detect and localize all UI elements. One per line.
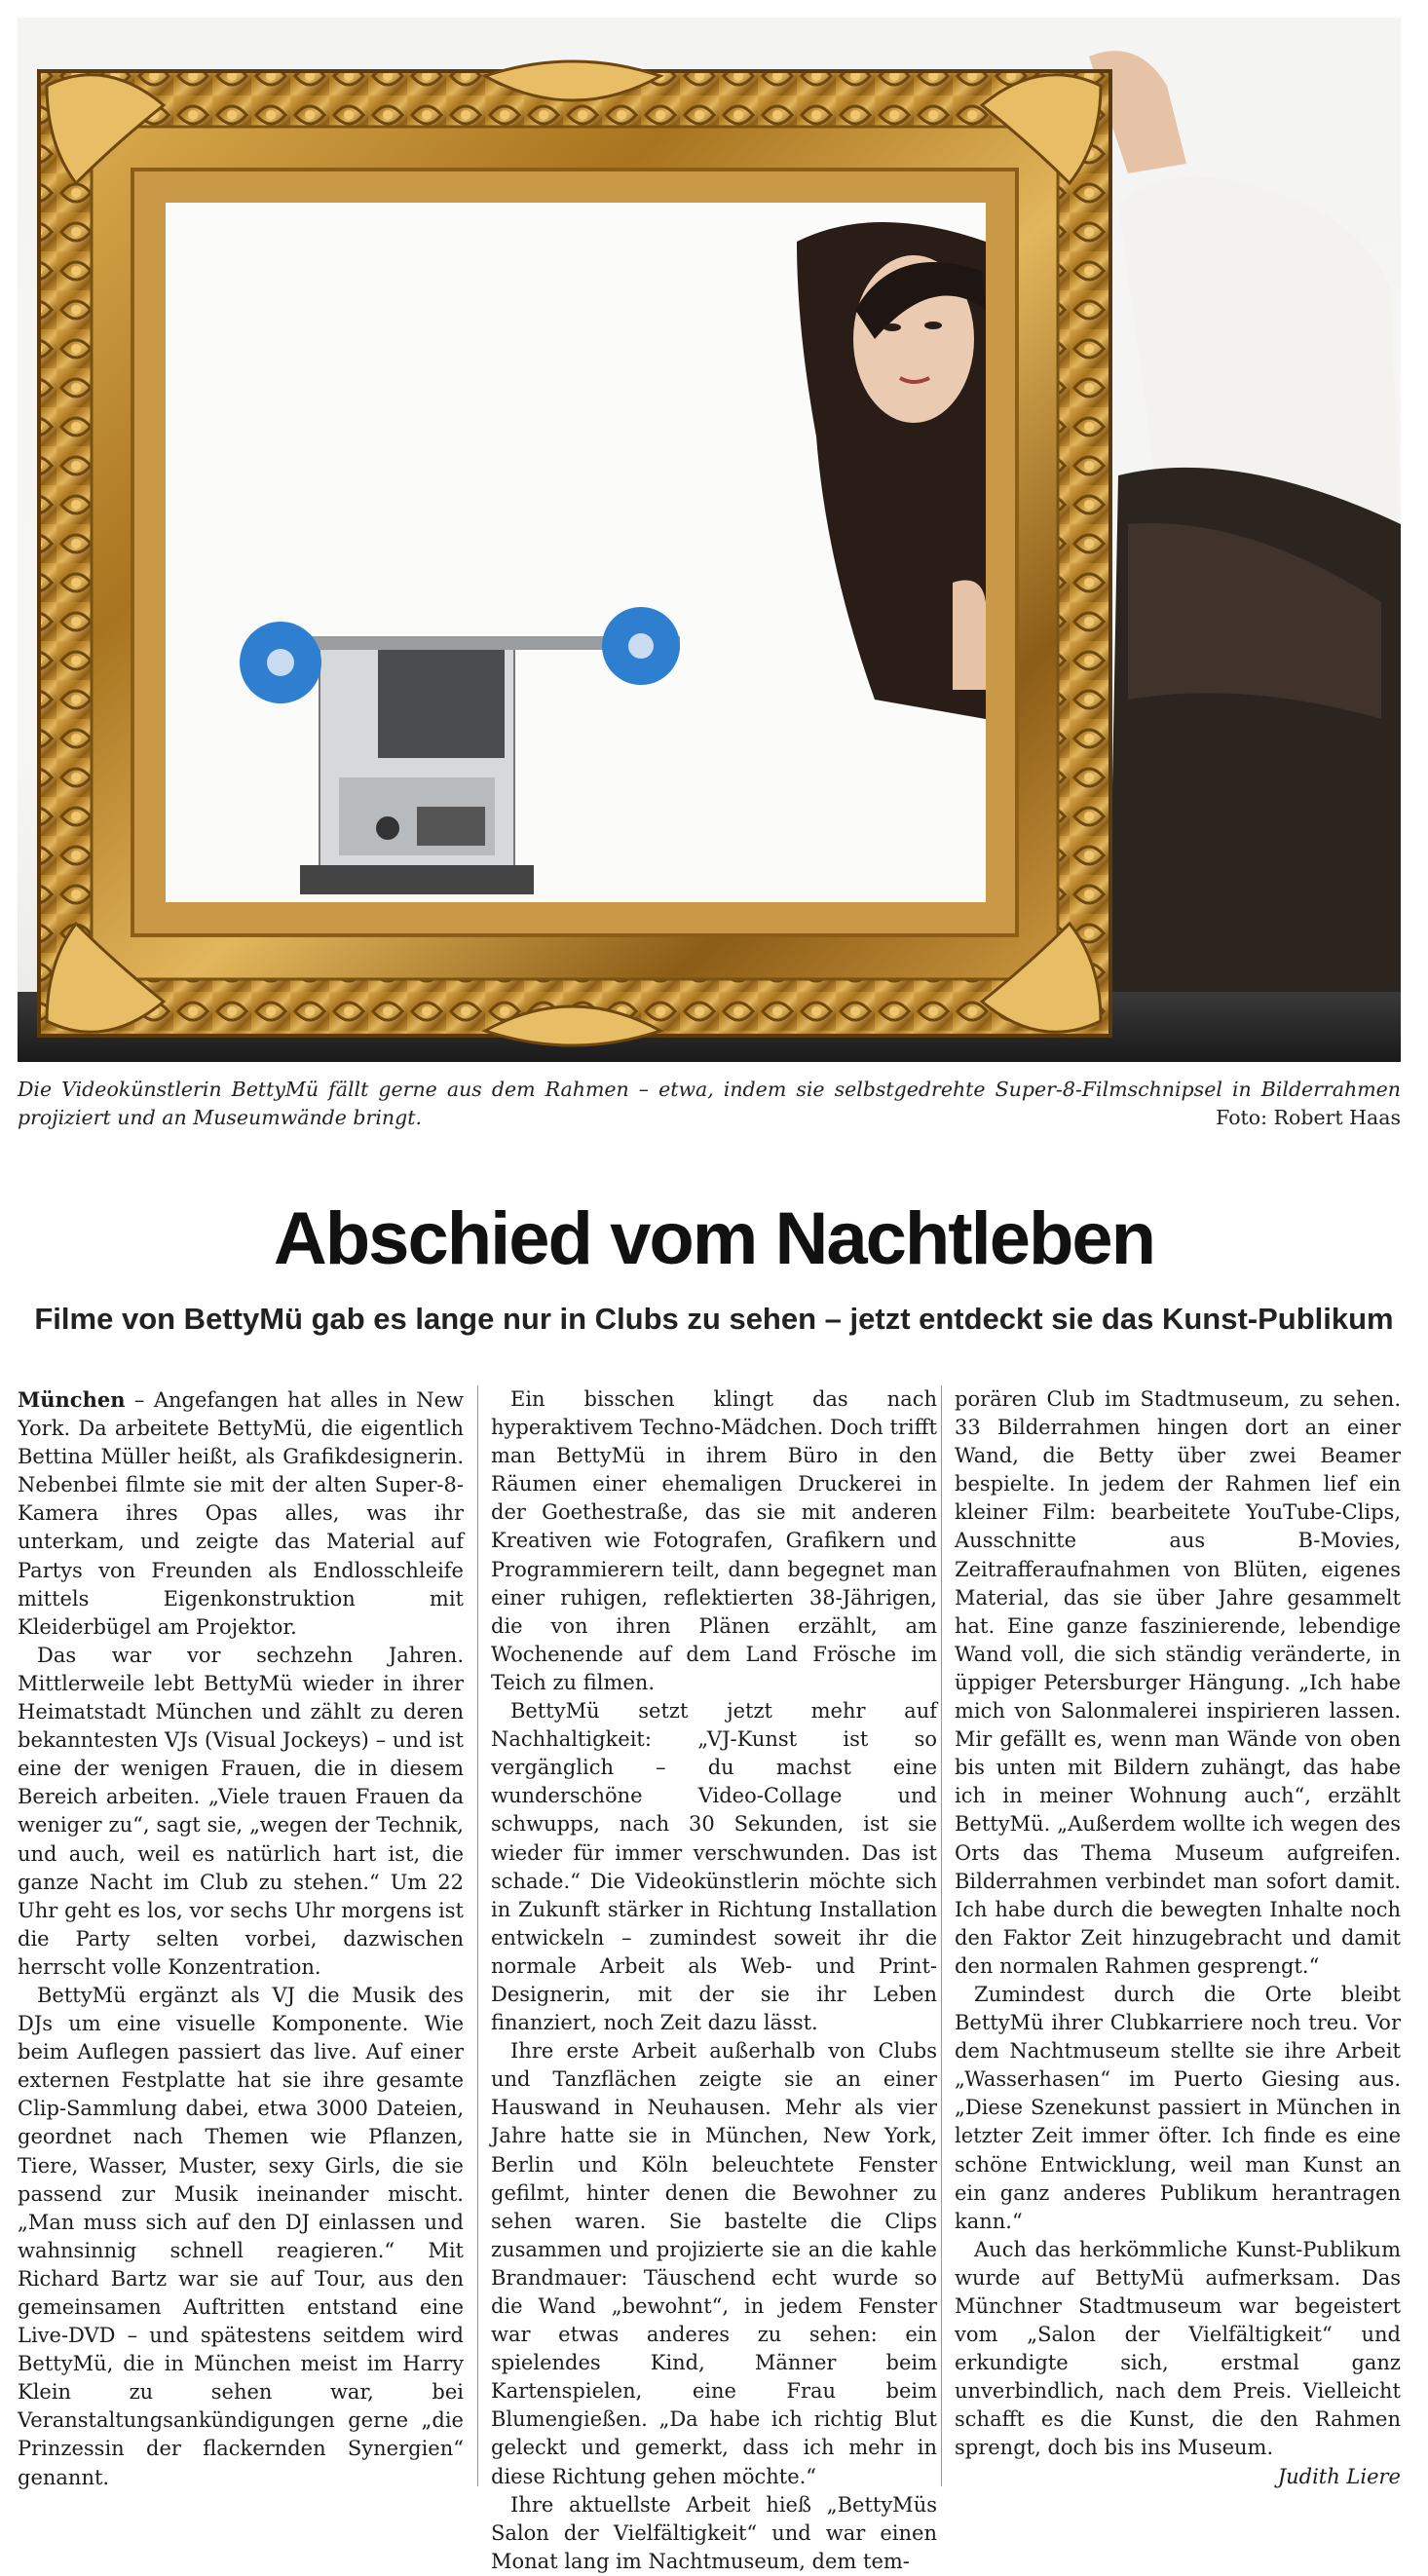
paragraph: Ein bisschen klingt das nach hyperaktivem Techno-Mädchen. Doch trifft man BettyMü in ihrem Büro in den Räumen einer ehemaligen Druckerei in der Goethestraße, das sie mit anderen Kreativen wie Fotografen, Grafikern und Programmierern teilt, dann begegnet man einer ruhigen, reflektierten 38-Jährigen, die von ihren Plänen erzählt, am Wochenende auf dem Land Frösche im Teich zu filmen.: [491, 1387, 937, 1694]
paragraph-text: – Angefangen hat alles in New York. Da arbeitete BettyMü, die eigentlich Bettina Müller heißt, als Grafikdesignerin. Nebenbei filmte sie mit der alten Super-8-Kamera ihres Opas alles, was ihr unterkam, und zeigte das Material auf Partys von Freunden als Endlosschleife mittels Eigenkonstruktion mit Kleiderbügel am Projektor.: [18, 1388, 464, 1639]
dateline: München: [18, 1387, 126, 1412]
author-byline: Judith Liere: [1277, 2464, 1401, 2488]
headline: Abschied vom Nachtleben: [273, 1197, 1155, 1280]
photo-credit: Foto: Robert Haas: [1216, 1106, 1401, 1129]
article-photo: [18, 18, 1401, 1062]
photo-caption: [18, 1076, 1401, 1132]
paragraph: Das war vor sechzehn Jahren. Mittlerweile lebt BettyMü wieder in ihrer Heimatstadt München und zählt zu deren bekanntesten VJs (Visual Jockeys) – und ist eine der wenigen Frauen, die in diesem Bereich arbeiten. „Viele trauen Frauen da weniger zu“, sagt sie, „wegen der Technik, und auch, weil es natürlich hart ist, die ganze Nacht im Club zu stehen.“ Um 22 Uhr geht es los, vor sechs Uhr morgens ist die Party selten vorbei, dazwischen herrscht volle Konzentration.: [18, 1643, 464, 1979]
paragraph: BettyMü ergänzt als VJ die Musik des DJs um eine visuelle Komponente. Wie beim Auflegen passiert das live. Auf einer externen Festplatte hat sie ihre gesamte Clip-Sammlung dabei, etwa 3000 Dateien, geordnet nach Themen wie Pflanzen, Tiere, Wasser, Muster, sexy Girls, die sie passend zur Musik ineinander mischt. „Man muss sich auf den DJ einlassen und wahnsinnig schnell reagieren.“ Mit Richard Bartz war sie auf Tour, aus den gemeinsamen Auftritten entstand eine Live-DVD – und spätestens seitdem wird BettyMü, die in München meist im Harry Klein zu sehen war, bei Veranstaltungsankündigungen gerne „die Prinzessin der flackernden Synergien“ genannt.: [18, 1983, 464, 2489]
paragraph: [955, 2236, 1401, 2488]
article-column-3: [955, 1385, 1401, 2491]
paragraph: Ihre erste Arbeit außerhalb von Clubs und Tanzflächen zeigte sie an einer Hauswand in Neuhausen. Mehr als vier Jahre hatte sie in München, New York, Berlin und Köln beleuchtete Fenster gefilmt, hinter denen die Bewohner zu sehen waren. Sie bastelte die Clips zusammen und projizierte sie an die kahle Brandmauer: Täuschend echt wurde so die Wand „bewohnt“, in jedem Fenster war etwas anderes zu sehen: ein spielendes Kind, Männer beim Kartenspielen, eine Frau beim Blumengießen. „Da habe ich richtig Blut geleckt und gemerkt, dass ich mehr in diese Richtung gehen möchte.“: [491, 2039, 937, 2488]
paragraph: Ihre aktuellste Arbeit hieß „BettyMüs Salon der Vielfältigkeit“ und war einen Monat lang im Nachtmuseum, dem tem-: [491, 2492, 937, 2573]
paragraph: Zumindest durch die Orte bleibt BettyMü ihrer Clubkarriere noch treu. Vor dem Nachtmuseum stellte sie ihre Arbeit „Wasserhasen“ im Puerto Giesing aus. „Diese Szenekunst passiert in München in letzter Zeit immer öfter. Ich finde es eine schöne Entwicklung, weil man Kunst an ein ganz anderes Publikum herantragen kann.“: [955, 1982, 1401, 2233]
subheadline: Filme von BettyMü gab es lange nur in Clubs zu sehen – jetzt entdeckt sie das Kunst-Publikum: [34, 1302, 1394, 1336]
paragraph: [18, 1385, 464, 1642]
paragraph: porären Club im Stadtmuseum, zu sehen. 33 Bilderrahmen hingen dort an einer Wand, die Betty über zwei Beamer bespielte. In jedem der Rahmen lief ein kleiner Film: bearbeitete YouTube-Clips, Ausschnitte aus B-Movies, Zeitrafferaufnahmen von Blüten, eigenes Material, das sie über Jahre gesammelt hat. Eine ganze faszinierende, lebendige Wand voll, die sich ständig veränderte, in üppiger Petersburger Hängung. „Ich habe mich von Salonmalerei inspirieren lassen. Mir gefällt es, wenn man Wände von oben bis unten mit Bildern zuhängt, das habe ich in meiner Wohnung auch“, erzählt BettyMü. „Außerdem wollte ich wegen des Orts das Thema Museum aufgreifen. Bilderrahmen verbindet man sofort damit. Ich habe durch die bewegten Inhalte noch den Faktor Zeit hinzugebracht und damit den normalen Rahmen gesprengt.“: [955, 1387, 1401, 1978]
caption-text: Die Videokünstlerin BettyMü fällt gerne aus dem Rahmen – etwa, indem sie selbstgedrehte Super-8-Filmschnipsel in Bilderrahmen projiziert und an Museumwände bringt.: [18, 1078, 1401, 1129]
paragraph-text: Auch das herkömmliche Kunst-Publikum wurde auf BettyMü aufmerksam. Das Münchner Stadtmuseum war begeistert vom „Salon der Vielfältigkeit“ und erkundigte sich, erstmal ganz unverbindlich, nach dem Preis. Vielleicht schafft es die Kunst, die den Rahmen sprengt, doch bis ins Museum.: [955, 2237, 1401, 2460]
column-divider: [477, 1385, 478, 2486]
paragraph: BettyMü setzt jetzt mehr auf Nachhaltigkeit: „VJ-Kunst ist so vergänglich – du machst eine wunderschöne Video-Collage und schwupps, nach 30 Sekunden, ist sie wieder für immer verschwunden. Das ist schade.“ Die Videokünstlerin möchte sich in Zukunft stärker in Richtung Installation entwickeln – zumindest soweit ihr die normale Arbeit als Web- und Print-Designerin, mit der sie ihr Leben finanziert, noch Zeit dazu lässt.: [491, 1699, 937, 2035]
article-column-2: [491, 1385, 937, 2576]
article-column-1: [18, 1385, 464, 2492]
column-divider: [941, 1385, 942, 2486]
